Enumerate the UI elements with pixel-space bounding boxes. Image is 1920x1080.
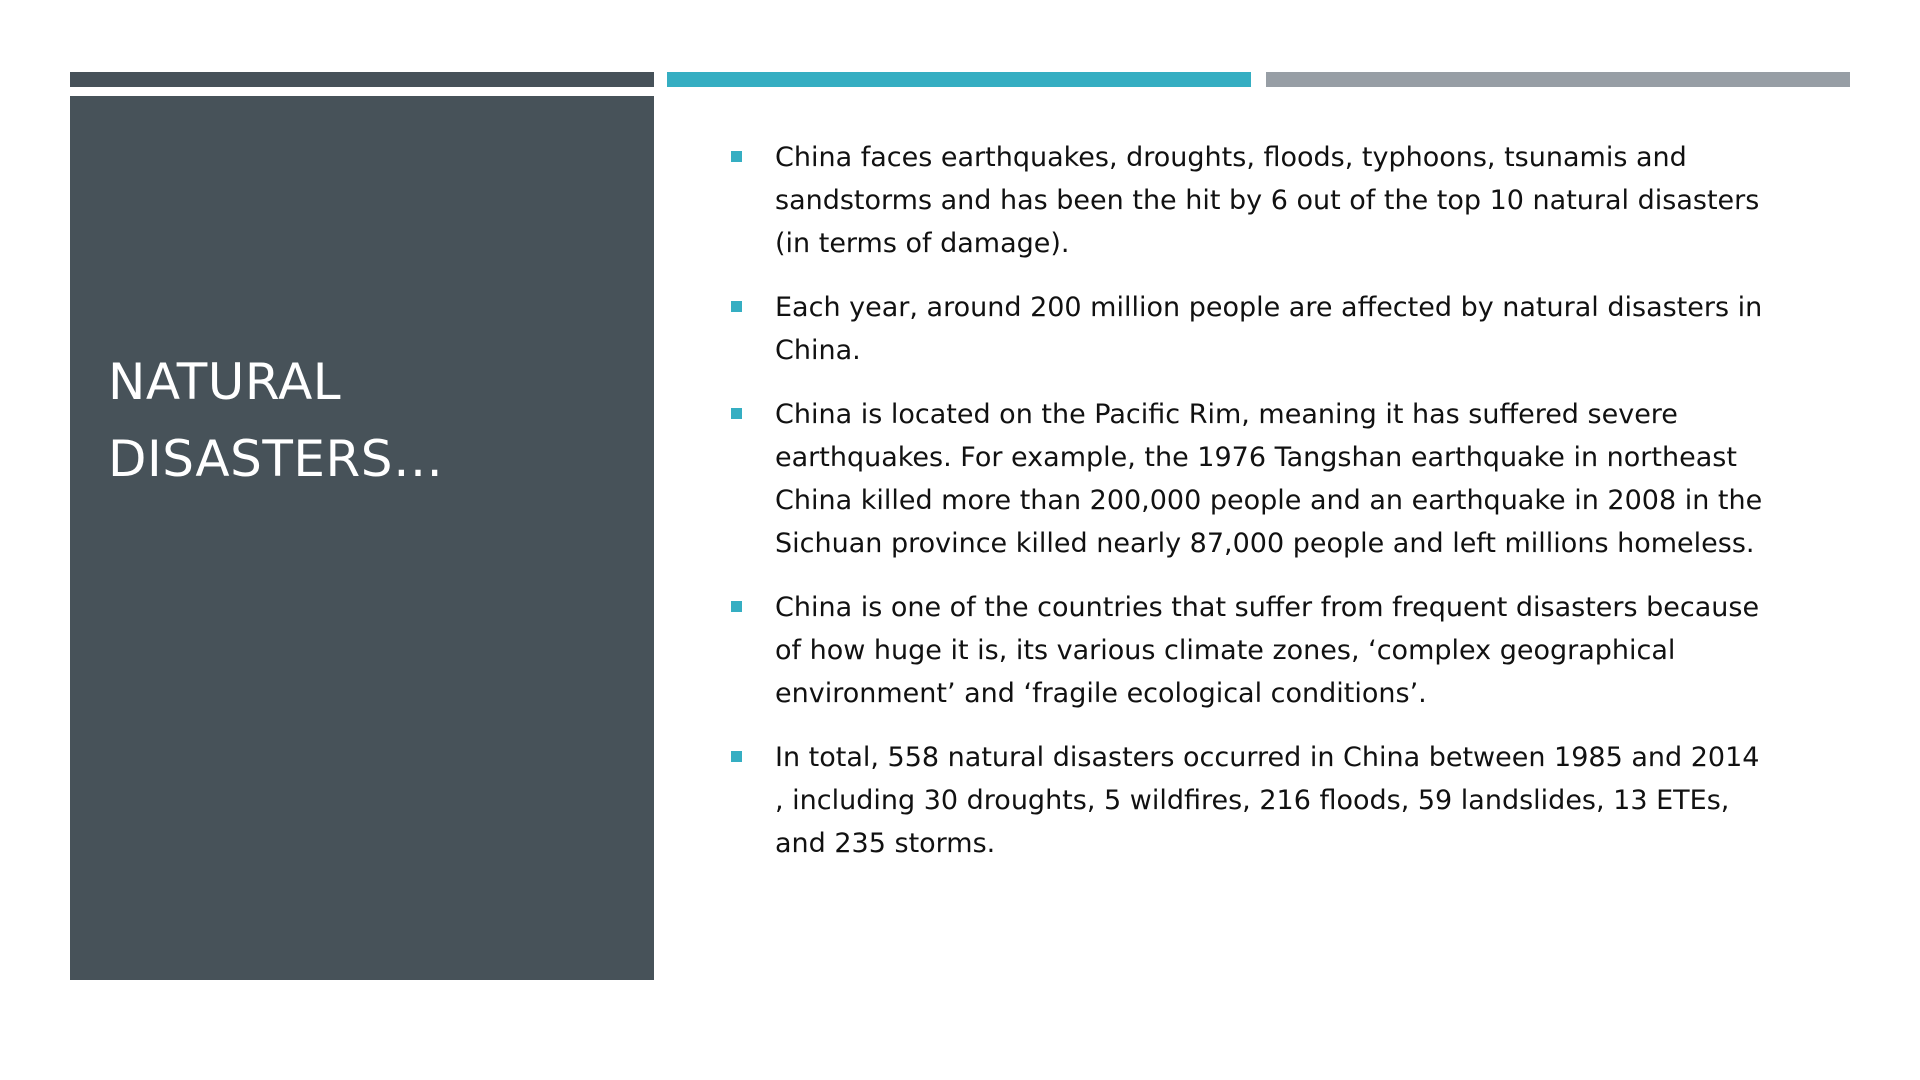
square-bullet-icon <box>731 408 742 419</box>
accent-bar-gray <box>1266 72 1850 87</box>
slide-title <box>108 344 628 498</box>
square-bullet-icon <box>731 151 742 162</box>
title-panel <box>70 96 654 980</box>
square-bullet-icon <box>731 751 742 762</box>
bullet-text: In total, 558 natural disasters occurred in China between 1985 and 2014 , including 30 droughts, 5 wildfires, 216 floods, 59 landslides, 13 ETEs, and 235 storms. <box>775 742 1760 859</box>
list-item <box>731 393 1776 565</box>
list-item <box>731 286 1776 372</box>
title-line: NATURAL <box>108 353 342 411</box>
square-bullet-icon <box>731 301 742 312</box>
accent-bar-teal <box>667 72 1251 87</box>
list-item <box>731 736 1776 865</box>
square-bullet-icon <box>731 601 742 612</box>
list-item <box>731 136 1776 265</box>
bullet-list <box>731 136 1776 886</box>
list-item <box>731 586 1776 715</box>
bullet-text: Each year, around 200 million people are affected by natural disasters in China. <box>775 292 1763 366</box>
accent-bar-dark <box>70 72 654 87</box>
bullet-text: China faces earthquakes, droughts, floods, typhoons, tsunamis and sandstorms and has been the hit by 6 out of the top 10 natural disasters (in terms of damage). <box>775 142 1760 259</box>
title-line: DISASTERS… <box>108 430 444 488</box>
bullet-text: China is located on the Pacific Rim, meaning it has suffered severe earthquakes. For example, the 1976 Tangshan earthquake in northeast China killed more than 200,000 people and an earthquake in 2008 in the Sichuan province killed nearly 87,000 people and left millions homeless. <box>775 399 1763 559</box>
bullet-text: China is one of the countries that suffer from frequent disasters because of how huge it is, its various climate zones, ‘complex geographical environment’ and ‘fragile ecological conditions’. <box>775 592 1760 709</box>
